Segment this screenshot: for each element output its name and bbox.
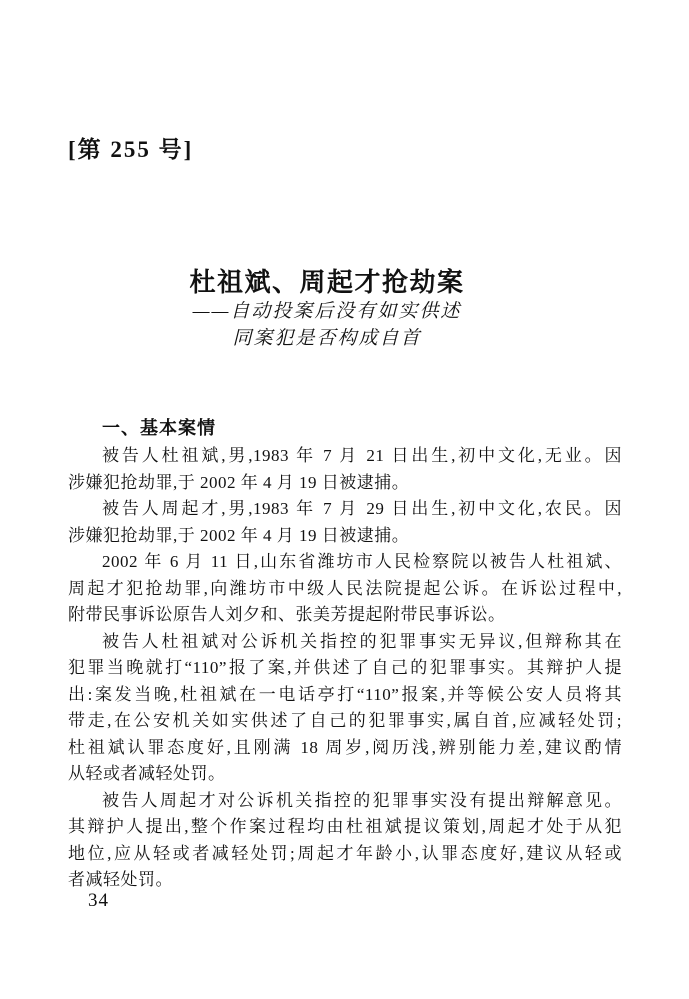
paragraph bbox=[68, 496, 622, 549]
title-block bbox=[50, 268, 604, 352]
case-number: [第 255 号] bbox=[68, 137, 194, 162]
paragraph bbox=[68, 788, 622, 894]
text-line: 杜祖斌认罪态度好,且刚满 18 周岁,阅历浅,辨别能力差,建议酌情 bbox=[68, 737, 622, 757]
text-line: 涉嫌犯抢劫罪,于 2002 年 4 月 19 日被逮捕。 bbox=[68, 525, 410, 545]
text-line: 被告人杜祖斌对公诉机关指控的犯罪事实无异议,但辩称其在 bbox=[102, 631, 622, 651]
body-paragraphs bbox=[68, 443, 622, 894]
page-number: 34 bbox=[88, 890, 109, 911]
subtitle-line-2: 同案犯是否构成自首 bbox=[232, 328, 422, 349]
text-line: 其辩护人提出,整个作案过程均由杜祖斌提议策划,周起才处于从犯 bbox=[68, 817, 622, 836]
text-line: 地位,应从轻或者减轻处罚;周起才年龄小,认罪态度好,建议从轻或 bbox=[68, 843, 622, 863]
text-line: 被告人周起才对公诉机关指控的犯罪事实没有提出辩解意见。 bbox=[102, 790, 622, 810]
text-line: 被告人周起才,男,1983 年 7 月 29 日出生,初中文化,农民。因 bbox=[102, 499, 622, 518]
text-line: 从轻或者减轻处罚。 bbox=[68, 764, 226, 783]
text-line: 出:案发当晚,杜祖斌在一电话亭打“110”报案,并等候公安人员将其 bbox=[68, 684, 622, 704]
text-line: 涉嫌犯抢劫罪,于 2002 年 4 月 19 日被逮捕。 bbox=[68, 472, 410, 492]
paragraph bbox=[68, 549, 622, 629]
text-line: 被告人杜祖斌,男,1983 年 7 月 21 日出生,初中文化,无业。因 bbox=[102, 446, 622, 465]
paragraph bbox=[68, 443, 622, 496]
body-block bbox=[68, 414, 622, 894]
page-title: 杜祖斌、周起才抢劫案 bbox=[189, 268, 465, 297]
text-line: 2002 年 6 月 11 日,山东省潍坊市人民检察院以被告人杜祖斌、 bbox=[102, 552, 622, 571]
text-line: 者减轻处罚。 bbox=[68, 870, 173, 889]
paragraph bbox=[68, 629, 622, 788]
text-line: 犯罪当晚就打“110”报了案,并供述了自己的犯罪事实。其辩护人提 bbox=[68, 658, 622, 677]
subtitle-line-1: ——自动投案后没有如实供述 bbox=[192, 301, 462, 322]
section-heading: 一、基本案情 bbox=[102, 418, 216, 438]
text-line: 带走,在公安机关如实供述了自己的犯罪事实,属自首,应减轻处罚; bbox=[68, 711, 622, 730]
text-line: 周起才犯抢劫罪,向潍坊市中级人民法院提起公诉。在诉讼过程中, bbox=[68, 578, 622, 598]
text-line: 附带民事诉讼原告人刘夕和、张美芳提起附带民事诉讼。 bbox=[68, 605, 506, 624]
